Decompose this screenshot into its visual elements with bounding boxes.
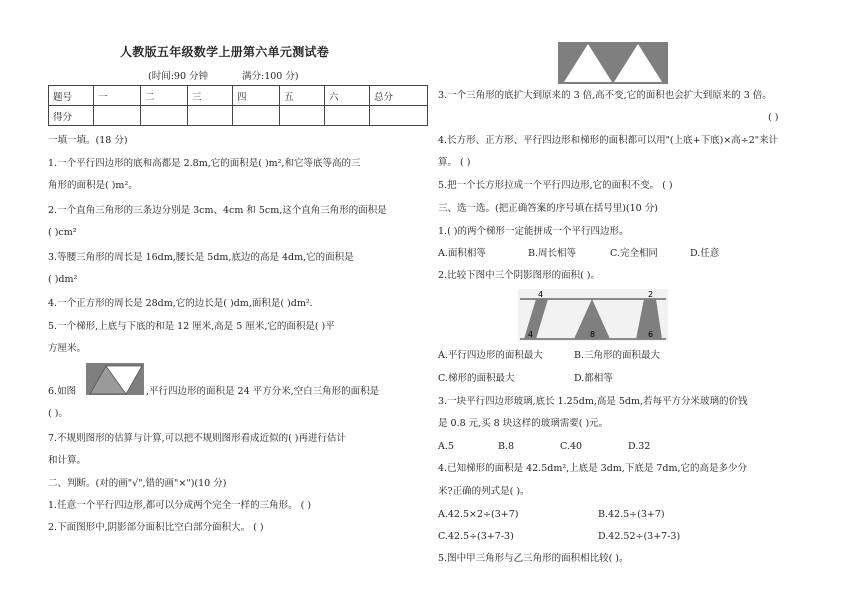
- choice-2-option-a[interactable]: A.平行四边形的面积最大: [438, 350, 543, 361]
- question-6-text: ,平行四边形的面积是 24 平方分米,空白三角形的面积是: [146, 386, 380, 397]
- full-score: 满分:100 分): [242, 71, 299, 82]
- figure-label: 2: [648, 290, 654, 299]
- question-5-line-2: 方厘米。: [48, 343, 87, 354]
- figure-label: 8: [590, 330, 596, 339]
- judge-2-figure: [558, 42, 668, 84]
- choice-4-line-1: 4.已知梯形的面积是 42.5dm²,上底是 3dm,下底是 7dm,它的高是多少分: [438, 463, 748, 474]
- table-cell: 得分: [49, 106, 94, 126]
- choice-2-option-d[interactable]: D.都相等: [574, 373, 613, 384]
- figure-label: 4: [528, 330, 534, 339]
- judge-2: 2.下面图形中,阴影部分面积比空白部分面积大。 ( ): [48, 522, 264, 533]
- choice-5: 5.图中甲三角形与乙三角形的面积相比较( )。: [438, 553, 629, 564]
- table-cell[interactable]: [188, 106, 233, 126]
- table-cell: 五: [280, 86, 325, 106]
- section-3-heading: 三、选一选。(把正确答案的序号填在括号里)(10 分): [438, 203, 658, 214]
- judge-5: 5.把一个长方形拉成一个平行四边形,它的面积不变。 ( ): [438, 180, 673, 191]
- choice-2-option-c[interactable]: C.梯形的面积最大: [438, 373, 515, 384]
- table-cell[interactable]: [325, 106, 370, 126]
- question-1-line-2: 角形的面积是( )m²。: [48, 180, 138, 191]
- choice-1-option-b[interactable]: B.周长相等: [528, 248, 577, 259]
- parallelogram-figure: [86, 363, 144, 395]
- exam-title: 人教版五年级数学上册第六单元测试卷: [120, 45, 330, 59]
- choice-3-option-c[interactable]: C.40: [560, 441, 583, 452]
- question-7-line-1: 7.不规则图形的估算与计算,可以把不规则图形看成近似的( )再进行估计: [48, 433, 347, 444]
- choice-4-option-d[interactable]: D.42.52÷(3+7-3): [598, 531, 681, 542]
- choice-1: 1.( )的两个梯形一定能拼成一个平行四边形。: [438, 226, 629, 237]
- table-cell: 一: [94, 86, 141, 106]
- choice-2: 2.比较下图中三个阴影图形的面积( )。: [438, 270, 600, 281]
- choice-3-option-d[interactable]: D.32: [628, 441, 651, 452]
- section-2-heading: 二、判断。(对的画"√",错的画"×")(10 分): [48, 478, 227, 489]
- judge-3: 3.一个三角形的底扩大到原来的 3 倍,高不变,它的面积也会扩大到原来的 3 倍。: [438, 90, 772, 101]
- question-5-line-1: 5.一个梯形,上底与下底的和是 12 厘米,高是 5 厘米,它的面积是( )平: [48, 321, 335, 332]
- table-row: [49, 106, 428, 126]
- exam-subtitle: [148, 68, 299, 82]
- choice-4-option-b[interactable]: B.42.5÷(3+7): [598, 509, 665, 520]
- choice-3-option-a[interactable]: A.5: [438, 441, 454, 452]
- question-2-line-2: ( )cm²: [48, 227, 77, 238]
- choice-3-line-1: 3.一块平行四边形玻璃,底长 1.25dm,高是 5dm,若每平方分米玻璃的价钱: [438, 396, 748, 407]
- question-3-line-2: ( )dm²: [48, 274, 78, 285]
- score-table: [48, 85, 428, 126]
- table-cell: 六: [325, 86, 370, 106]
- table-cell: 二: [141, 86, 188, 106]
- judge-4-line-2: 算。 ( ): [438, 157, 471, 168]
- question-7-line-2: 和计算。: [48, 455, 87, 466]
- figure-label: 4: [538, 290, 544, 299]
- table-cell: 三: [188, 86, 233, 106]
- figure-label: 6: [648, 330, 654, 339]
- table-cell[interactable]: [280, 106, 325, 126]
- choice-1-option-a[interactable]: A.面积相等: [438, 248, 486, 259]
- table-cell[interactable]: [141, 106, 188, 126]
- choice-2-option-b[interactable]: B.三角形的面积最大: [574, 350, 661, 361]
- table-cell: 总分: [370, 86, 428, 106]
- table-cell: 四: [233, 86, 280, 106]
- question-6-line-2: ( )。: [48, 408, 68, 419]
- three-shapes-figure: [518, 289, 668, 341]
- choice-4-option-c[interactable]: C.42.5÷(3+7-3): [438, 531, 514, 542]
- judge-3-blank: ( ): [768, 112, 779, 123]
- time-limit: (时间:90 分钟: [148, 71, 209, 82]
- table-cell[interactable]: [94, 106, 141, 126]
- question-1-line-1: 1.一个平行四边形的底和高都是 2.8m,它的面积是( )m²,和它等底等高的三: [48, 158, 361, 169]
- table-row: [49, 86, 428, 106]
- judge-4-line-1: 4.长方形、正方形、平行四边形和梯形的面积都可以用"(上底+下底)×高÷2"来计: [438, 135, 779, 146]
- question-2-line-1: 2.一个直角三角形的三条边分别是 3cm、4cm 和 5cm,这个直角三角形的面积是: [48, 205, 387, 216]
- question-6-prefix: 6.如图: [48, 386, 77, 397]
- choice-3-line-2: 是 0.8 元,买 8 块这样的玻璃需要( )元。: [438, 418, 609, 429]
- choice-3-option-b[interactable]: B.8: [498, 441, 515, 452]
- question-3-line-1: 3.等腰三角形的周长是 16dm,腰长是 5dm,底边的高是 4dm,它的面积是: [48, 252, 354, 263]
- choice-4-line-2: 米?正确的列式是( )。: [438, 486, 530, 497]
- judge-1: 1.任意一个平行四边形,都可以分成两个完全一样的三角形。 ( ): [48, 500, 312, 511]
- section-1-heading: 一填一填。(18 分): [48, 135, 128, 146]
- choice-1-option-d[interactable]: D.任意: [690, 248, 720, 259]
- table-cell[interactable]: [233, 106, 280, 126]
- choice-1-option-c[interactable]: C.完全相同: [610, 248, 658, 259]
- table-cell[interactable]: [370, 106, 428, 126]
- table-cell: 题号: [49, 86, 94, 106]
- choice-4-option-a[interactable]: A.42.5×2÷(3+7): [438, 509, 519, 520]
- question-4: 4.一个正方形的周长是 28dm,它的边长是( )dm,面积是( )dm².: [48, 298, 313, 309]
